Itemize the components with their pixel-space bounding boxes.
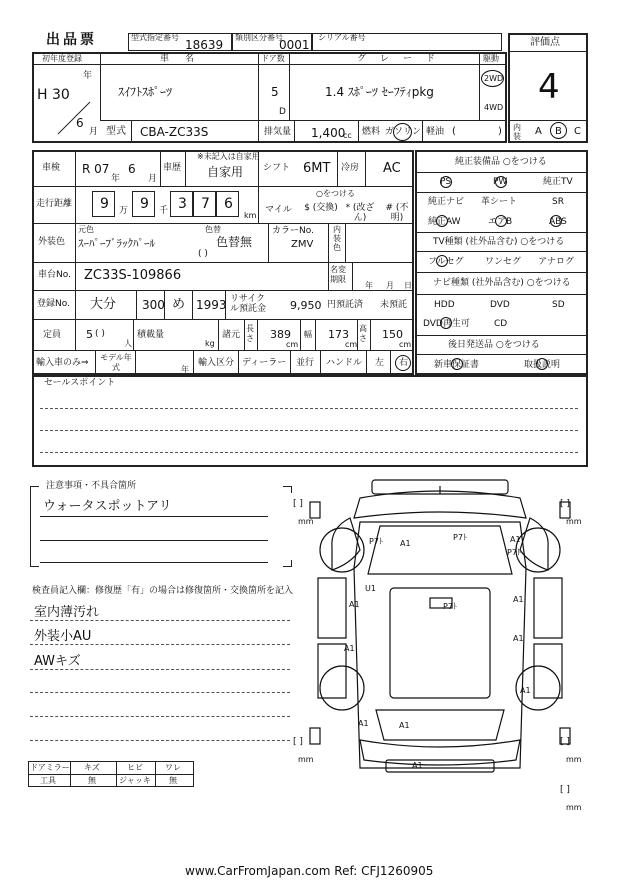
chassis-label: 車台No. <box>38 270 71 280</box>
interior-label: 内装 <box>513 123 521 141</box>
interior-option-a: A <box>535 126 542 137</box>
inspection-era: R 07 <box>82 162 110 176</box>
height-value: 150 <box>382 328 403 341</box>
damage-label: A1 <box>520 686 531 695</box>
mileage-digit: 9 <box>140 196 149 212</box>
equip-ps: PS <box>440 177 452 187</box>
mileage-digits <box>92 191 262 219</box>
equip-tv: 純正TV <box>543 177 573 187</box>
type-label: 型式 <box>106 126 126 137</box>
load-label: 積載量 <box>137 330 165 340</box>
mileage-man: 万 <box>119 206 129 216</box>
displacement-value: 1,400 <box>311 126 346 140</box>
chassis-value: ZC33S-109866 <box>84 268 182 283</box>
first-reg-month-unit: 月 <box>89 127 99 137</box>
equip-airbag-mark <box>495 215 507 227</box>
usage-note: ※未記入は自家用 <box>197 152 260 161</box>
equip-sr: SR <box>552 197 564 207</box>
sheet-title: 出品票 <box>46 32 97 48</box>
nav-hdd: HDD <box>434 300 455 310</box>
registration-kana: め <box>172 297 186 312</box>
equip-abs-mark <box>550 215 562 227</box>
color-code-label: カラーNo. <box>272 226 314 236</box>
drive-selected-mark <box>481 70 504 87</box>
interior-color-label: 内装色 <box>333 225 341 252</box>
height-label: 高さ <box>359 324 367 343</box>
tv-type-label: TV種類 (社外品含む) ○をつける <box>433 237 565 247</box>
inspection-label: 車検 <box>42 163 61 173</box>
color-repaint-paren: ( ) <box>198 249 208 259</box>
name-change-month: 月 <box>386 281 394 290</box>
color-original: ｽｰﾊﾟｰﾌﾞﾗｯｸﾊﾟｰﾙ <box>78 237 155 250</box>
length-value: 389 <box>270 328 291 341</box>
width-label: 幅 <box>304 330 312 339</box>
later-warranty-mark <box>451 358 463 370</box>
doors-label: ドア数 <box>261 54 285 63</box>
fuel-label: 燃料 <box>362 127 381 137</box>
tire-bracket-rl: [ ] <box>293 737 303 747</box>
class-label: 類別区分番号 <box>235 33 283 42</box>
equip-pw: PW <box>493 177 508 187</box>
damage-label: A1 <box>513 595 524 604</box>
equip-abs: ABS <box>549 217 567 227</box>
recycle-label: リサイクル預託金 <box>230 294 267 314</box>
interior-option-c: C <box>574 126 581 137</box>
type-value: CBA-ZC33S <box>140 125 209 139</box>
damage-label: A1 <box>400 539 411 548</box>
tire-mm-spare: mm <box>566 803 582 812</box>
name-change-day: 日 <box>404 281 412 290</box>
capacity-value: 5 <box>86 328 93 341</box>
equip-ps-mark <box>440 176 452 188</box>
damage-label: A1 <box>513 634 524 643</box>
handle-right: 右 <box>399 358 409 368</box>
inspector-label: 検査員記入欄：修復歴「有」の場合は修復箇所・交換箇所を記入 <box>32 586 294 596</box>
registration-class: 300 <box>142 298 165 312</box>
car-name: ｽｲﾌﾄｽﾎﾟｰﾂ <box>118 85 173 99</box>
import-parallel: 並行 <box>296 358 315 368</box>
tv-analog: アナログ <box>538 257 575 267</box>
notes-bracket <box>30 486 292 566</box>
table-header: ヒビ <box>127 763 143 772</box>
grade-value: 1.4 ｽﾎﾟｰﾂ ｾｰﾌﾃｨpkg <box>325 85 434 99</box>
table-header: ワレ <box>165 763 181 772</box>
capacity-paren: ( ) <box>95 329 105 339</box>
equip-aw-mark <box>436 215 448 227</box>
fuel-diesel: 軽油 <box>426 127 445 137</box>
damage-label: P7ﾄ <box>453 533 467 542</box>
import-dealer: ディーラー <box>242 358 287 368</box>
displacement-unit: cc <box>343 131 352 140</box>
tire-bracket-rr: [ ] <box>560 737 570 747</box>
footer-watermark: www.CarFromJapan.com Ref: CFJ1260905 <box>185 864 434 878</box>
genuine-label: 純正装備品 ○をつける <box>455 157 547 167</box>
mileage-digit: 3 <box>178 196 187 212</box>
car-damage-diagram <box>290 478 590 818</box>
color-repaint-label: 色替 <box>205 225 221 234</box>
mileage-mark-note: ○をつける <box>316 189 355 198</box>
registration-number: 1993 <box>196 298 227 312</box>
first-reg-year-unit: 年 <box>83 71 93 81</box>
score-label: 評価点 <box>530 37 560 48</box>
nav-type-label: ナビ種類 (社外品含む) ○をつける <box>433 278 571 288</box>
load-unit: kg <box>205 339 215 348</box>
tire-mm-fr: mm <box>566 517 582 526</box>
nav-sd: SD <box>552 300 565 310</box>
import-category-label: 輸入区分 <box>198 358 235 368</box>
capacity-unit: 人 <box>124 339 132 348</box>
door-type: D <box>279 107 286 117</box>
color-label: 外装色 <box>38 237 66 247</box>
interior-selected-mark <box>550 122 567 139</box>
fuel-selected-mark <box>393 123 412 141</box>
handle-label: ハンドル <box>326 358 363 368</box>
length-label: 長さ <box>246 324 254 343</box>
damage-label: P7ﾄ <box>507 548 521 557</box>
inspector-line: AWキズ <box>34 654 81 669</box>
registration-label: 登録No. <box>37 299 70 309</box>
mileage-sen: 千 <box>159 206 169 216</box>
damage-label: A1 <box>399 721 410 730</box>
model-code-label: 型式指定番号 <box>131 33 179 42</box>
later-warranty: 新車保証書 <box>434 360 480 370</box>
mileage-mile: マイル <box>265 205 292 215</box>
nav-dvd-play-mark <box>440 317 452 329</box>
drive-2wd: 2WD <box>484 74 504 83</box>
later-label: 後日発送品 ○をつける <box>448 340 540 350</box>
inspection-year-unit: 年 <box>111 174 121 184</box>
shift-label: シフト <box>263 163 291 173</box>
shift-value: 6MT <box>303 161 331 176</box>
length-unit: cm <box>286 340 299 349</box>
dims-label: 諸元 <box>222 330 241 340</box>
table-cell: 工具 <box>40 776 56 785</box>
first-reg-year: H 30 <box>37 87 70 103</box>
notes-label: 注意事項・不具合箇所 <box>46 481 137 491</box>
tire-bracket-fl: [ ] <box>293 499 303 509</box>
first-reg-label: 初年度登録 <box>42 54 82 63</box>
drive-4wd: 4WD <box>484 103 504 112</box>
damage-label: P7ﾄ <box>369 537 383 546</box>
recycle-unpaid: 未預託 <box>380 300 408 310</box>
registration-region: 大分 <box>90 297 117 312</box>
damage-label: U1 <box>365 584 376 593</box>
tire-mm-rr: mm <box>566 755 582 764</box>
ac-value: AC <box>383 161 401 176</box>
damage-label: A1 <box>412 761 423 770</box>
car-name-label: 車名 <box>160 54 211 64</box>
mileage-digit: 9 <box>100 196 109 212</box>
equip-leather: 革シート <box>481 197 518 207</box>
mileage-altered: * (改ざん) <box>345 203 375 223</box>
damage-label: A1 <box>358 719 369 728</box>
equip-aw: 純正AW <box>428 217 461 227</box>
table-cell: 無 <box>169 776 177 785</box>
import-label: 輸入車のみ⇒ <box>36 358 89 368</box>
inspection-month-unit: 月 <box>148 174 158 184</box>
fuel-paren-close: ) <box>498 126 502 137</box>
table-cell: ジャッキ <box>119 776 151 785</box>
equip-airbag: エアB <box>488 217 513 227</box>
width-unit: cm <box>345 340 358 349</box>
displacement-label: 排気量 <box>264 127 292 137</box>
mileage-digit: 6 <box>224 196 233 212</box>
fuel-gasoline: ガソリン <box>385 127 422 137</box>
equip-pw-mark <box>495 176 507 188</box>
model-code-value: 18639 <box>185 38 224 52</box>
sales-point-box <box>32 375 588 467</box>
name-change-label: 名変期限 <box>330 265 346 284</box>
damage-label: A1 <box>349 600 360 609</box>
serial-label: シリアル番号 <box>318 33 366 42</box>
later-manual-mark <box>536 358 548 370</box>
mileage-unit: km <box>244 211 257 220</box>
recycle-amount: 9,950 <box>290 299 322 312</box>
model-year-label: モデル年式 <box>100 353 132 372</box>
class-value: 0001 <box>279 38 310 52</box>
drive-label: 駆動 <box>483 54 499 63</box>
nav-cd: CD <box>494 319 508 329</box>
width-value: 173 <box>328 328 349 341</box>
tire-bracket-spare: [ ] <box>560 785 570 795</box>
capacity-label: 定員 <box>43 330 62 340</box>
nav-dvd: DVD <box>490 300 510 310</box>
tire-bracket-fr: [ ] <box>560 499 570 509</box>
damage-label: A1 <box>344 644 355 653</box>
handle-selected-mark <box>395 355 411 371</box>
mileage-label: 走行距離 <box>36 199 73 209</box>
table-header: ドアミラー <box>30 763 70 772</box>
grade-label: グレード <box>357 54 450 64</box>
tire-mm-rl: mm <box>298 755 314 764</box>
inspection-month: 6 <box>128 162 136 176</box>
color-repaint: 色替無 <box>216 235 253 249</box>
tv-fullseg: フルセグ <box>428 257 464 267</box>
inspector-line: 外装小AU <box>34 629 92 644</box>
equip-navi: 純正ナビ <box>428 197 465 207</box>
usage-value: 自家用 <box>207 165 244 179</box>
tire-mm-fl: mm <box>298 517 314 526</box>
color-original-label: 元色 <box>78 225 94 234</box>
first-reg-month: 6 <box>76 116 84 130</box>
damage-label: P7ﾄ <box>443 602 457 611</box>
score-value: 4 <box>538 67 560 107</box>
interior-option-b: B <box>555 126 562 137</box>
ac-label: 冷房 <box>341 163 360 173</box>
mileage-unknown: # (不明) <box>385 203 409 223</box>
doors-value: 5 <box>271 85 279 99</box>
fuel-paren-open: ( <box>452 126 456 137</box>
color-code: ZMV <box>291 239 314 250</box>
inspector-line: 室内薄汚れ <box>34 605 100 620</box>
handle-left: 左 <box>375 358 385 368</box>
table-cell: 無 <box>88 776 96 785</box>
nav-dvd-play: DVD再生可 <box>423 319 470 329</box>
mileage-exchange: $ (交換) <box>304 203 338 213</box>
sales-point-label: セールスポイント <box>44 378 116 388</box>
name-change-year: 年 <box>365 281 373 290</box>
later-manual: 取扱説明 <box>524 360 561 370</box>
first-reg-slash <box>54 100 94 136</box>
table-header: キズ <box>84 763 100 772</box>
usage-label: 車歴 <box>163 163 182 173</box>
damage-label: A1 <box>510 535 521 544</box>
height-unit: cm <box>399 340 412 349</box>
model-year-unit: 年 <box>181 365 189 374</box>
tv-oneseg: ワンセグ <box>485 257 522 267</box>
mileage-digit: 7 <box>201 196 210 212</box>
recycle-status: 円預託済 <box>327 300 364 310</box>
note-line: ウォータスポットアリ <box>43 499 172 514</box>
tv-fullseg-mark <box>436 255 448 267</box>
